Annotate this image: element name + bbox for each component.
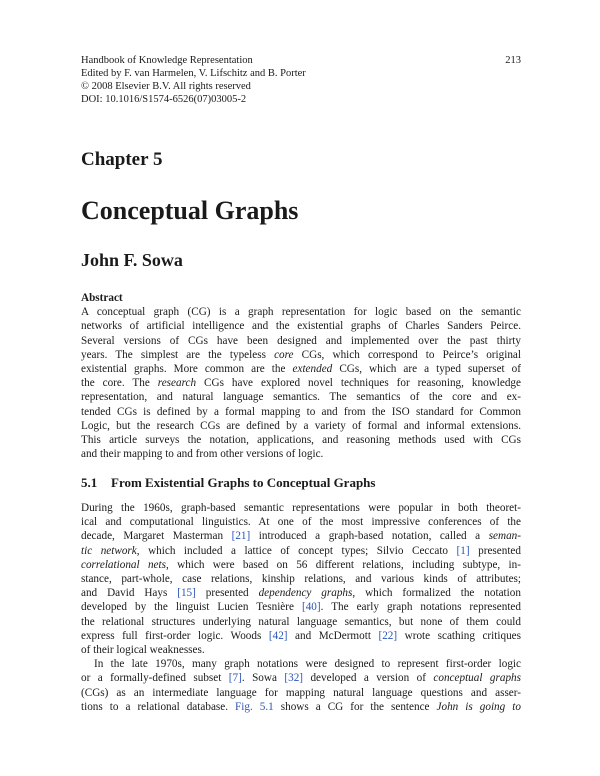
abstract-line: Logic, but the research CGs are defined by a variety of formal and informal extensions. [81,419,521,432]
abstract-line: A conceptual graph (CG) is a graph representation for logic based on the semantic [81,306,521,319]
copyright-line: © 2008 Elsevier B.V. All rights reserved [81,81,251,92]
body-line: and David Hays [15] presented dependency graphs, which formalized the notation [81,587,521,600]
abstract-line: the core. The research CGs have explored novel techniques for reasoning, knowledge [81,377,521,390]
book-header [81,54,521,106]
abstract-heading: Abstract [81,292,123,304]
abstract [81,291,521,461]
body-line: decade, Margaret Masterman [21] introduced a graph-based notation, called a seman- [81,530,521,543]
abstract-line: tended CGs is defined by a formal mapping to and from the ISO standard for Common [81,405,521,418]
citation-link[interactable]: [42] [268,629,288,642]
abstract-line: This article surveys the notation, applications, and reasoning methods used with CGs [81,434,521,447]
body-line: express full first-order logic. Woods [42] and McDermott [22] wrote scathing critiques [81,629,521,642]
section-title: From Existential Graphs to Conceptual Graphs [111,475,376,490]
abstract-line: years. The simplest are the typeless core CGs, which correspond to Peirce’s original [81,348,521,361]
page-number: 213 [505,55,521,66]
citation-link[interactable]: [1] [456,544,470,557]
body-line: developed by the linguist Lucien Tesnière [40]. The early graph notations represented [81,601,521,614]
abstract-line: Several versions of CGs have been designed and implemented over the past thirty [81,334,521,347]
figure-link[interactable]: Fig. 5.1 [235,700,274,713]
body-line: During the 1960s, graph-based semantic representations were popular in both theoret- [81,502,521,514]
body-line: correlational nets, which were based on 56 different relations, including subtype, in- [81,558,521,571]
citation-link[interactable]: [15] [177,587,196,600]
citation-link[interactable]: [32] [284,672,304,685]
abstract-line: existential graphs. More common are the extended CGs, which are a typed superset of [81,363,521,376]
citation-link[interactable]: [40] [301,601,321,614]
section-number: 5.1 [81,475,98,490]
body-line: ical and computational linguistics. At one of the most impressive conferences of the [81,516,521,529]
abstract-line: networks of artificial intelligence and the existential graphs of Charles Sanders Peirce. [81,320,521,333]
chapter-title: Conceptual Graphs [81,196,299,225]
body-line: tic network, which included a lattice of concept types; Silvio Ceccato [1] presented [81,544,521,557]
citation-link[interactable]: [7] [228,672,242,685]
citation-link[interactable]: [22] [378,629,398,642]
citation-link[interactable]: [21] [231,530,251,543]
body-line: In the late 1970s, many graph notations were designed to represent first-order logic [94,658,521,671]
body-line: tions to a relational database. Fig. 5.1 shows a CG for the sentence John is going to [81,700,521,713]
section-heading [81,475,521,491]
body-line: or a formally-defined subset [7]. Sowa [32] developed a version of conceptual graphs [81,672,521,685]
body-line: of their logical weaknesses. [81,644,205,657]
body-line: the relational structures underlying natural language semantics, but none of them could [81,615,521,628]
doi-line: DOI: 10.1016/S1574-6526(07)03005-2 [81,94,247,105]
book-title: Handbook of Knowledge Representation [81,55,253,66]
body-line: stance, part-whole, case relations, kinship relations, and various kinds of attributes; [81,573,521,586]
chapter-label: Chapter 5 [81,149,163,170]
body-text [81,501,521,714]
body-line: (CGs) as an intermediate language for mapping natural language questions and asser- [81,686,521,699]
editors-line: Edited by F. van Harmelen, V. Lifschitz and B. Porter [81,68,306,79]
abstract-line: and their mapping to and from other versions of logic. [81,448,324,461]
author-name: John F. Sowa [81,250,183,270]
abstract-line: representation, and natural language semantics. The semantics of the core and ex- [81,391,521,404]
